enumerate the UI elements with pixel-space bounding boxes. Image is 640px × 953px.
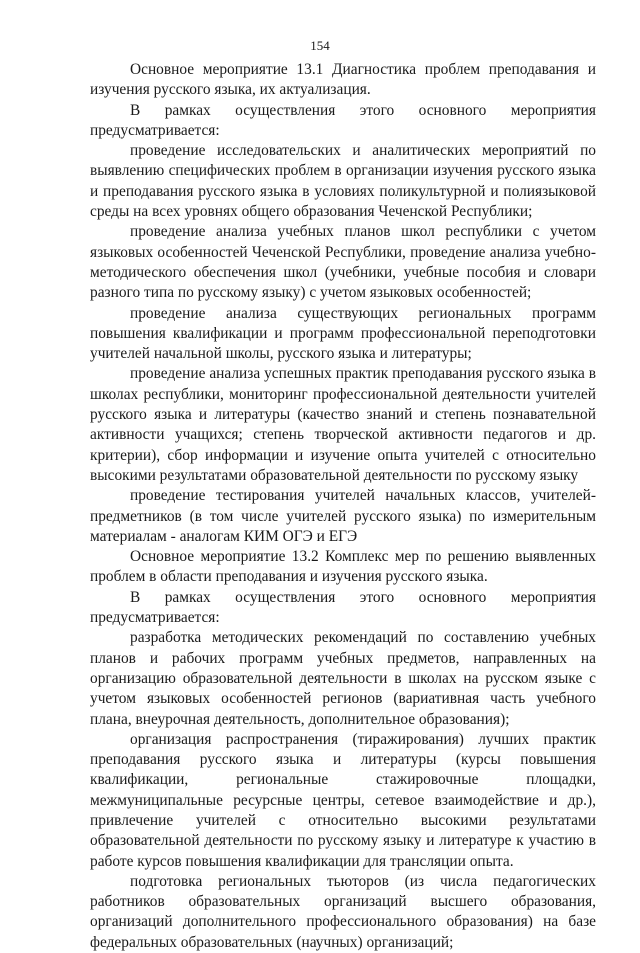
paragraph-curriculum-analysis: проведение анализа учебных планов школ республики с учетом языковых особенностей Чеченской Республики, проведение анализа учебно-методического обеспечения школ (учебники, учебные пособия и словари разного типа по русскому языку) с учетом языковых особенностей; — [90, 223, 596, 302]
paragraph-measure-13-2-heading: Основное мероприятие 13.2 Комплекс мер по решению выявленных проблем в области преподавания и изучения русского языка. — [90, 548, 596, 586]
paragraph-tutor-training: подготовка региональных тьюторов (из числа педагогических работников образовательных организаций высшего образования, организаций дополнительного профессионального образования) на базе федеральных образовательных (научных) организаций; — [90, 872, 596, 951]
paragraph-intro-13-1: В рамках осуществления этого основного мероприятия предусматривается: — [90, 101, 596, 139]
paragraph-teacher-testing: проведение тестирования учителей начальных классов, учителей-предметников (в том числе учителей русского языка) по измерительным материалам - аналогам КИМ ОГЭ и ЕГЭ — [90, 487, 596, 545]
document-body — [90, 60, 596, 953]
paragraph-best-practices-analysis: проведение анализа успешных практик преподавания русского языка в школах республики, мониторинг профессиональной деятельности учителей русского языка и литературы (качество знаний и степень познавательной активности учащихся; степень творческой активности педагогов и др. критерии), сбор информации и изучение опыта учителей с относительно высокими результатами образовательной деятельности по русскому языку — [90, 365, 596, 484]
paragraph-qualification-programs: проведение анализа существующих региональных программ повышения квалификации и программ профессиональной переподготовки учителей начальной школы, русского языка и литературы; — [90, 304, 596, 363]
paragraph-practice-dissemination: организация распространения (тиражирования) лучших практик преподавания русского языка и литературы (курсы повышения квалификации, региональные стажировочные площадки, межмуниципальные ресурсные центры, сетевое взаимодействие и др.), привлечение учителей с относительно высокими результатами образовательной деятельности по русскому языку и литературе к участию в работе курсов повышения квалификации для трансляции опыта. — [90, 730, 596, 870]
paragraph-methodical-recommendations: разработка методических рекомендаций по составлению учебных планов и рабочих программ учебных предметов, направленных на организацию образовательной деятельности в школах на русском языке с учетом языковых особенностей регионов (вариативная часть учебного плана, внеурочная деятельность, дополнительное образования); — [90, 629, 596, 728]
paragraph-measure-13-1-heading: Основное мероприятие 13.1 Диагностика проблем преподавания и изучения русского языка, их актуализация. — [90, 61, 596, 99]
paragraph-intro-13-2: В рамках осуществления этого основного мероприятия предусматривается: — [90, 588, 596, 627]
paragraph-research-activities: проведение исследовательских и аналитических мероприятий по выявлению специфических проблем в организации изучения русского языка и преподавания русского языка в условиях поликультурной и полиязыковой среды на всех уровнях общего образования Чеченской Республики; — [90, 142, 596, 221]
page-number: 154 — [310, 38, 330, 53]
